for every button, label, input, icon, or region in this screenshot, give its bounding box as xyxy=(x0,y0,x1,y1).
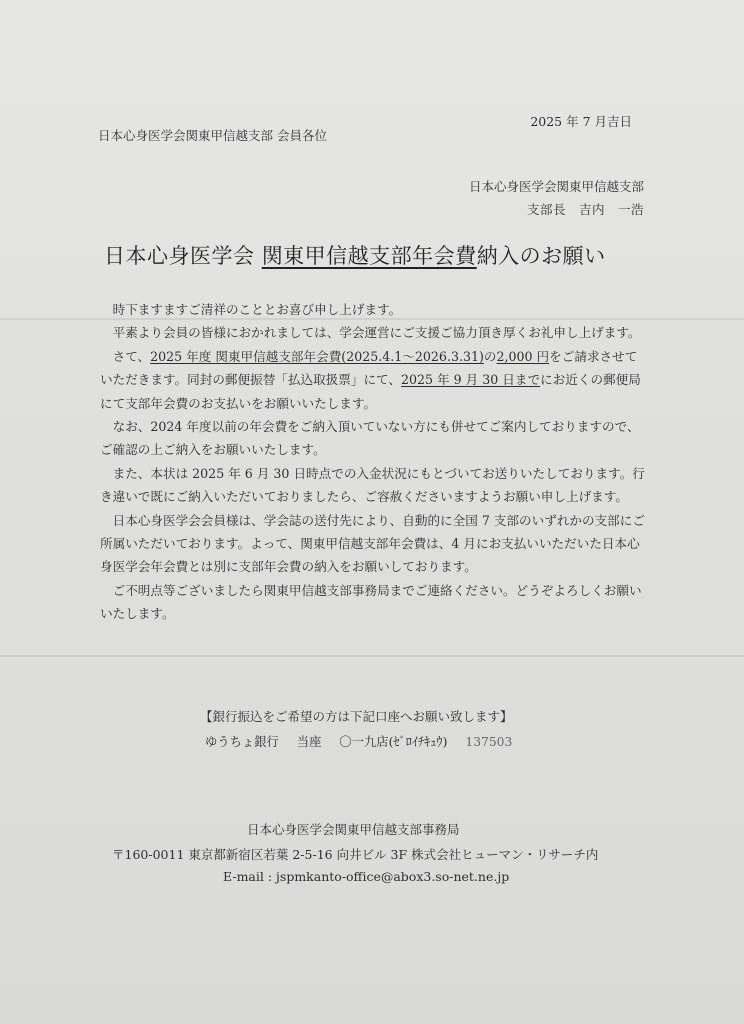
office-name: 日本心身医学会関東甲信越支部事務局 xyxy=(247,822,460,837)
account-number: 137503 xyxy=(465,735,513,749)
paragraph-thanks: 平素より会員の皆様におかれましては、学会運営にご支援ご協力頂き厚くお礼申し上げます。 xyxy=(112,325,641,341)
request-text: をご請求させていただきます。同封の郵便振替「払込取扱票」にて、 xyxy=(100,348,638,388)
title-suffix: 納入のお願い xyxy=(476,244,606,268)
title-underlined: 関東甲信越支部年会費 xyxy=(261,244,477,268)
sender-organization: 日本心身医学会関東甲信越支部 xyxy=(468,179,644,194)
paragraph-greeting: 時下ますますご清祥のこととお喜び申し上げます。 xyxy=(112,302,402,317)
letter-title xyxy=(104,240,606,270)
branch-name: 〇一九店(ｾﾞﾛｲﾁｷｭｳ) xyxy=(339,735,448,749)
paragraph-contact: ご不明点等ございましたら関東甲信越支部事務局までご連絡ください。どうぞよろしくお願いいたします。 xyxy=(100,582,642,622)
bank-details xyxy=(205,732,512,750)
paragraph-arrears: なお、2024 年度以前の年会費をご納入頂いていない方にも併せてご案内しておりますので、ご確認の上ご納入をお願いいたします。 xyxy=(100,419,640,458)
title-prefix: 日本心身医学会 xyxy=(104,244,262,268)
office-address: 〒160-0011 東京都新宿区若葉 2-5-16 向井ビル 3F 株式会社ヒューマン・リサーチ内 xyxy=(112,847,599,862)
sender-name: 支部長 吉内 一浩 xyxy=(526,202,644,217)
paper-fold xyxy=(0,655,744,657)
letter-date: 2025 年 7 月吉日 xyxy=(530,114,632,129)
letter-recipient: 日本心身医学会関東甲信越支部 会員各位 xyxy=(98,128,327,143)
letter-body xyxy=(100,298,648,626)
paragraph-status: また、本状は 2025 年 6 月 30 日時点での入金状況にもとづいてお送りいたしております。行き違いで既にご納入いただいておりましたら、ご容赦くださいますようお願い申し上げます。 xyxy=(100,465,645,505)
bank-heading: 【銀行振込をご希望の方は下記口座へお願い致します】 xyxy=(200,709,513,724)
paragraph-membership: 日本心身医学会会員様は、学会誌の送付先により、自動的に全国 7 支部のいずれかの支部にご所属いただいております。よって、関東甲信越支部年会費は、4 月にお支払いいただいた日本心身医学会年会費とは別に支部年会費の納入をお願いしております。 xyxy=(100,512,645,575)
fee-period: 2025 年度 関東甲信越支部年会費(2025.4.1～2026.3.31) xyxy=(150,348,484,364)
payment-deadline: 2025 年 9 月 30 日まで xyxy=(401,372,541,388)
bank-name: ゆうちょ銀行 xyxy=(205,735,279,749)
request-text: さて、 xyxy=(112,348,151,364)
fee-amount: 2,000 円 xyxy=(496,348,550,364)
request-text: にお近くの郵便局にて支部年会費のお支払いをお願いいたします。 xyxy=(100,372,641,411)
office-email: E-mail : jspmkanto-office@abox3.so-net.ne.jp xyxy=(223,869,510,884)
request-text: の xyxy=(483,348,497,364)
paragraph-request xyxy=(100,345,648,415)
account-type: 当座 xyxy=(296,735,322,749)
